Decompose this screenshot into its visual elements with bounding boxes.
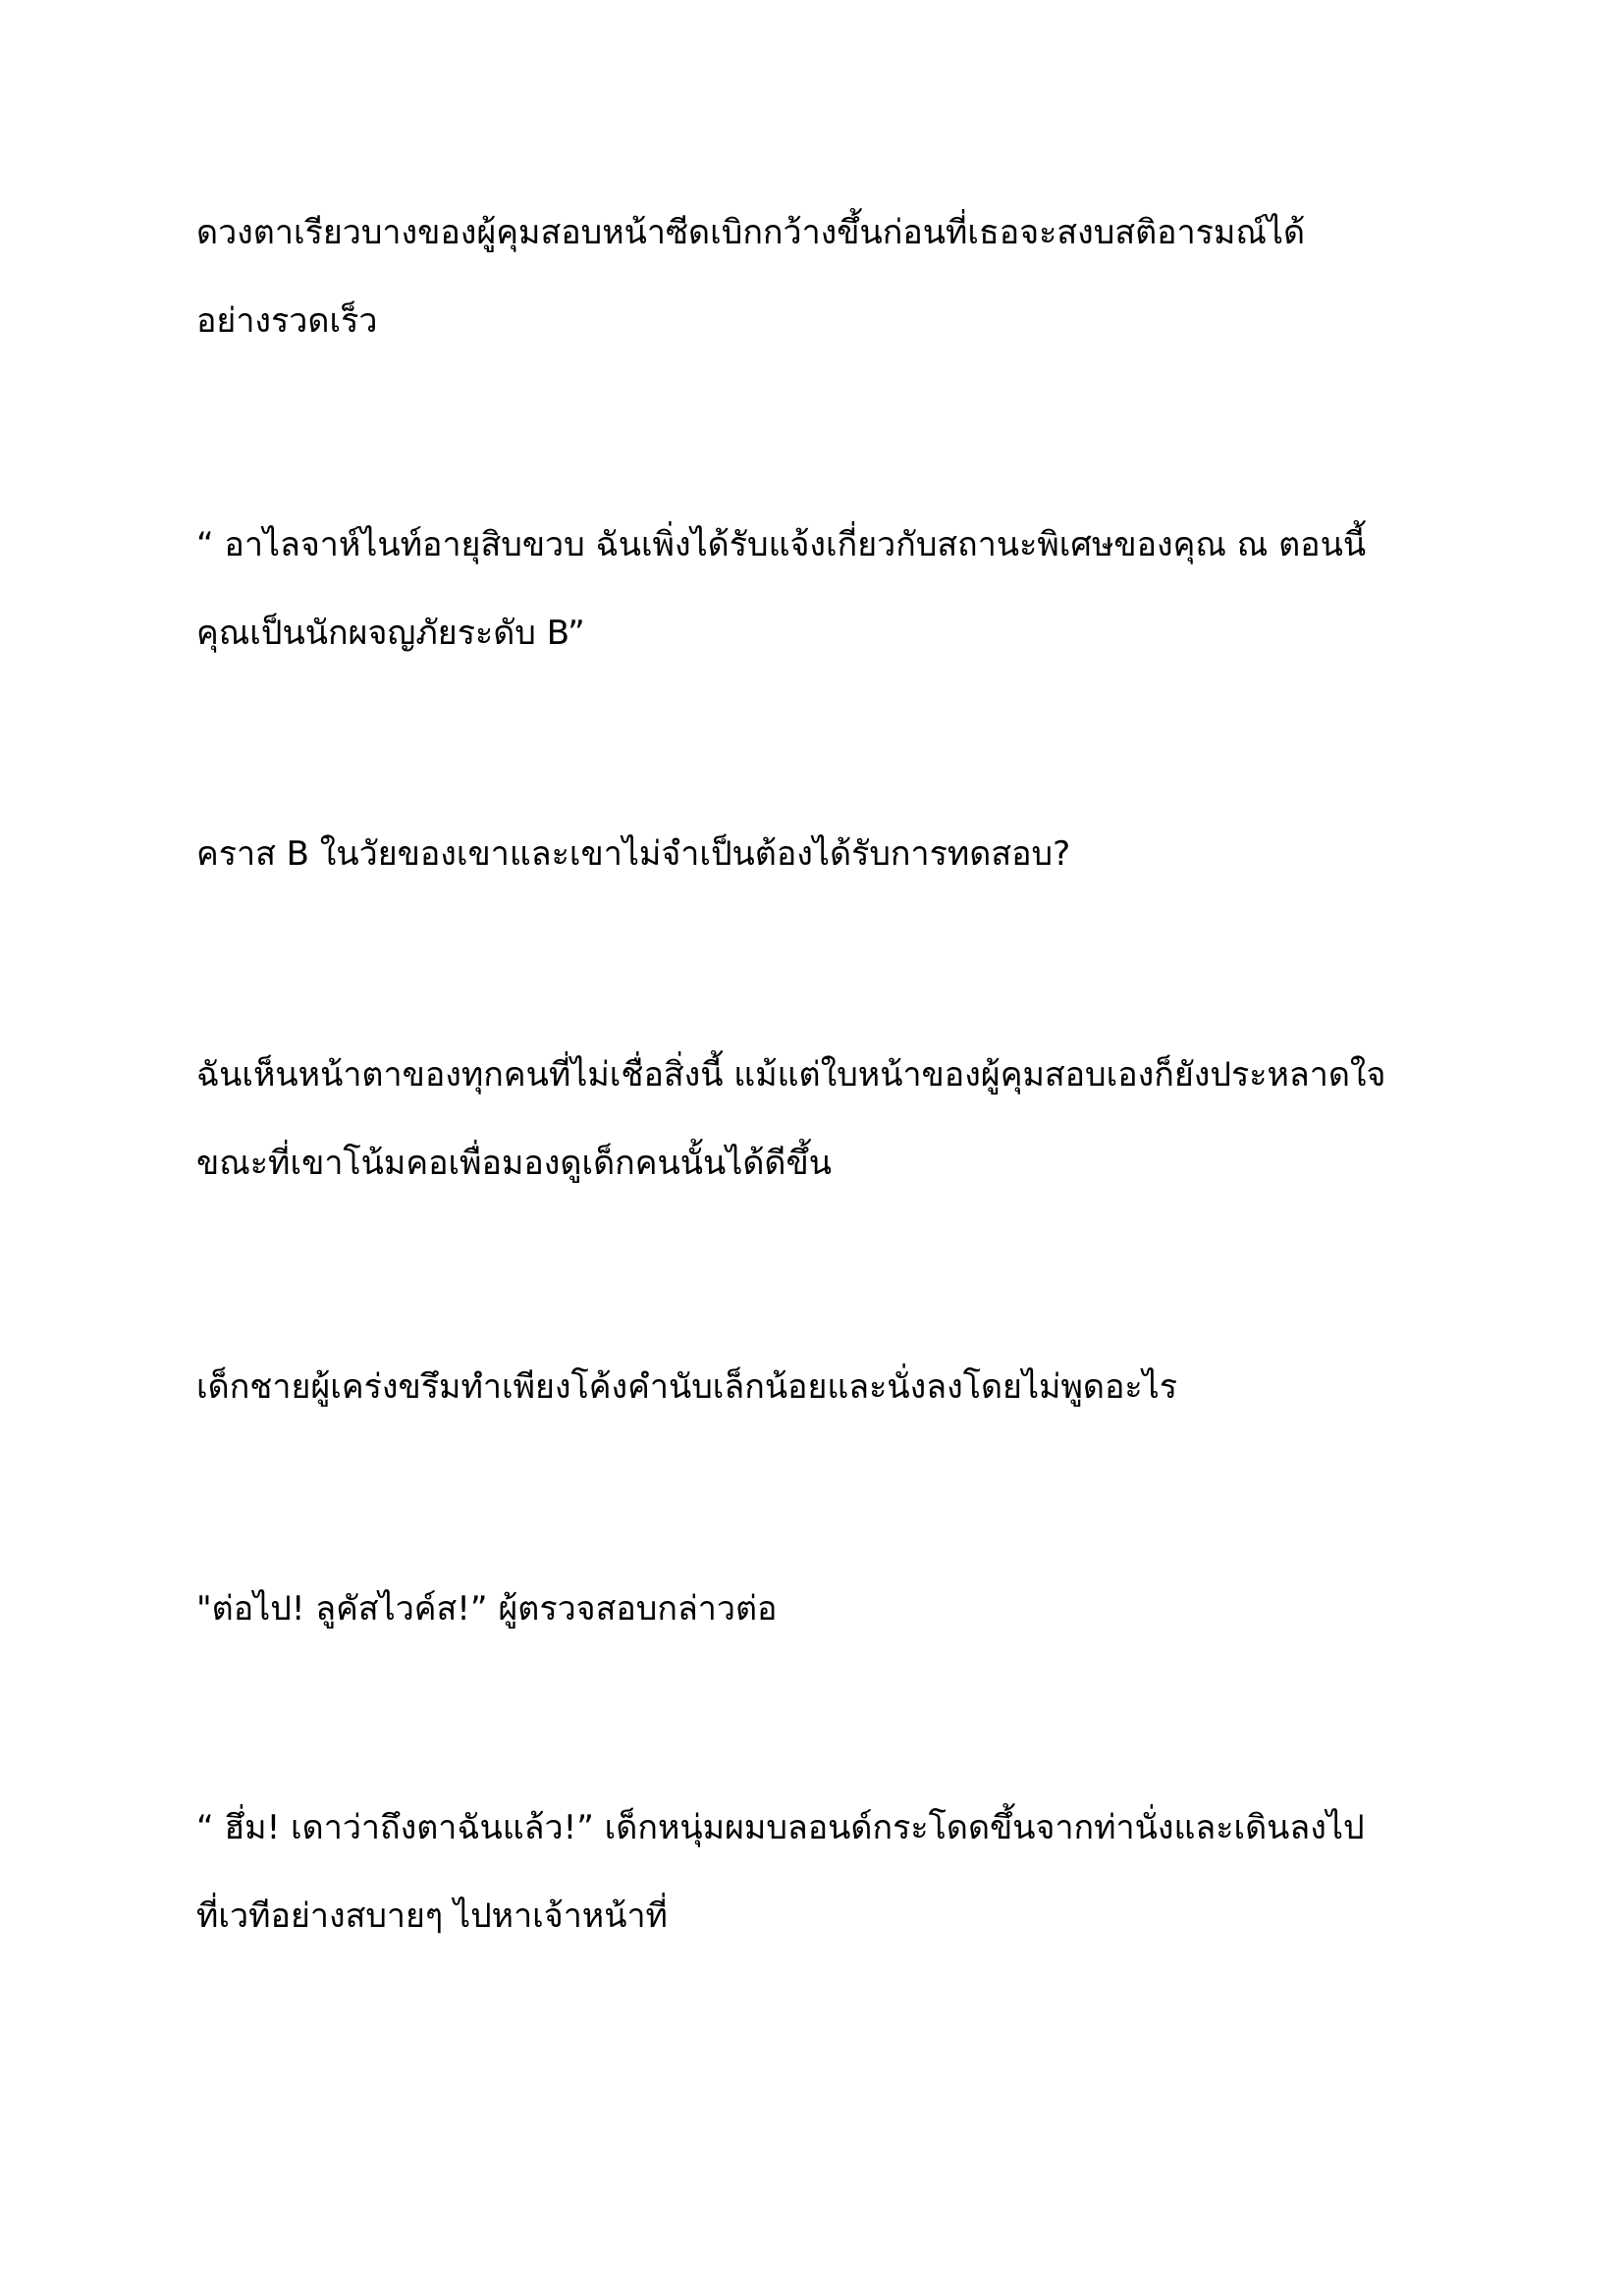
paragraph-7: [196, 1784, 1443, 1960]
paragraph-1: [196, 188, 1443, 365]
paragraph-4: [196, 1031, 1443, 1207]
paragraph-line: คราส B ในวัยของเขาและเขาไม่จำเป็นต้องได้รับการทดสอบ?: [196, 834, 1071, 874]
paragraph-line: "ต่อไป! ลูคัสไวค์ส!” ผู้ตรวจสอบกล่าวต่อ: [196, 1589, 778, 1629]
paragraph-line: คุณเป็นนักผจญภัยระดับ B”: [196, 614, 585, 653]
paragraph-3: [196, 810, 1443, 898]
paragraph-line: ดวงตาเรียวบางของผู้คุมสอบหน้าซีดเบิกกว้างขึ้นก่อนที่เธอจะสงบสติอารมณ์ได้: [196, 213, 1306, 252]
paragraph-line: ฉันเห็นหน้าตาของทุกคนที่ไม่เชื่อสิ่งนี้ แม้แต่ใบหน้าของผู้คุมสอบเองก็ยังประหลาดใจ: [196, 1055, 1386, 1095]
paragraph-6: [196, 1565, 1443, 1653]
paragraph-line: เด็กชายผู้เคร่งขรึมทำเพียงโค้งคำนับเล็กน้อยและนั่งลงโดยไม่พูดอะไร: [196, 1367, 1177, 1407]
paragraph-line: “ อาไลจาห์ไนท์อายุสิบขวบ ฉันเพิ่งได้รับแจ้งเกี่ยวกับสถานะพิเศษของคุณ ณ ตอนนี้: [196, 525, 1367, 564]
paragraph-line: ขณะที่เขาโน้มคอเพื่อมองดูเด็กคนนั้นได้ดีขึ้น: [196, 1144, 832, 1183]
paragraph-5: [196, 1343, 1443, 1431]
paragraph-line: “ ฮึ่ม! เดาว่าถึงตาฉันแล้ว!” เด็กหนุ่มผมบลอนด์กระโดดขึ้นจากท่านั่งและเดินลงไป: [196, 1808, 1365, 1847]
paragraph-2: [196, 501, 1443, 677]
paragraph-line: ที่เวทีอย่างสบายๆ ไปหาเจ้าหน้าที่: [196, 1896, 668, 1936]
paragraph-line: อย่างรวดเร็ว: [196, 301, 378, 341]
